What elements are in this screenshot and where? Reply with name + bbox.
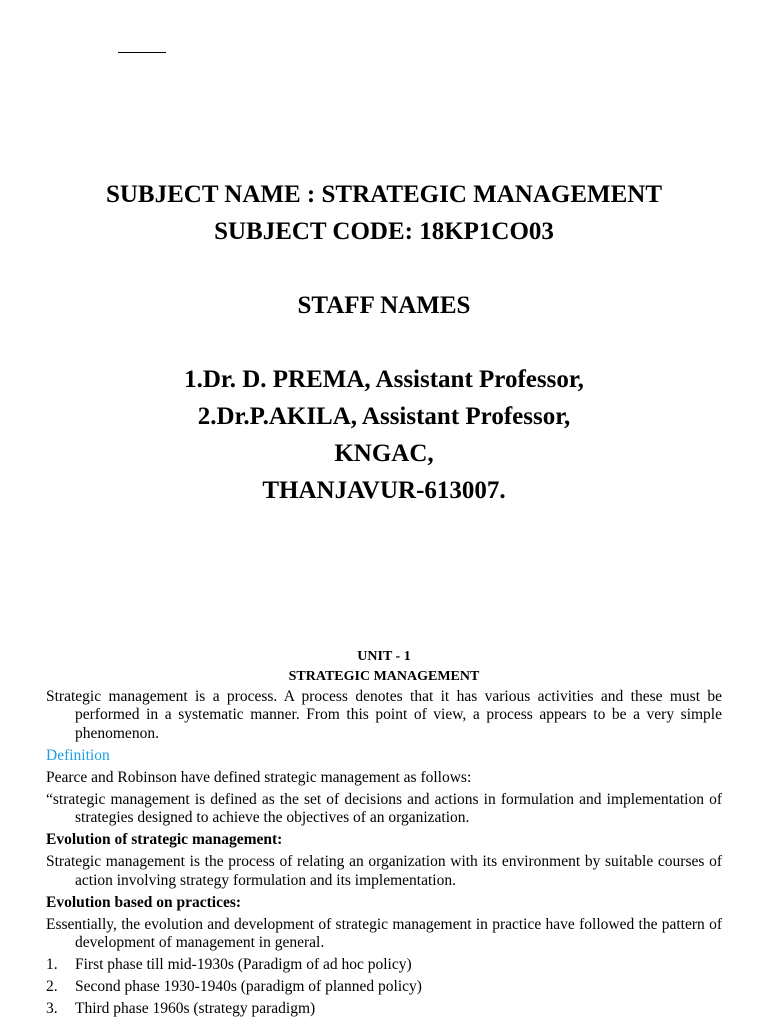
list-item [46, 956, 722, 974]
list-item-number: 3. [46, 1000, 58, 1018]
subject-name: SUBJECT NAME : STRATEGIC MANAGEMENT [105, 181, 663, 208]
staff-name-2: 2.Dr.P.AKILA, Assistant Professor, [197, 403, 571, 430]
pearce-paragraph: Pearce and Robinson have defined strategic management as follows: [46, 768, 472, 786]
evolution-heading: Evolution of strategic management: [46, 831, 283, 849]
list-item [46, 1000, 722, 1018]
college-name: KNGAC, [334, 440, 434, 467]
unit-number: UNIT - 1 [357, 649, 411, 664]
definition-quote: “strategic management is defined as the set of decisions and actions in formulation and implementation of strategies designed to achieve the objectives of an organization. [46, 790, 722, 827]
staff-name-1: 1.Dr. D. PREMA, Assistant Professor, [184, 366, 584, 393]
subject-code: SUBJECT CODE: 18KP1CO03 [214, 218, 554, 245]
list-item [46, 978, 722, 996]
phase-list [46, 956, 722, 1018]
practices-paragraph: Essentially, the evolution and development of strategic management in practice have followed the pattern of development of management in general. [46, 915, 722, 952]
unit-title: STRATEGIC MANAGEMENT [288, 669, 480, 684]
top-rule [118, 52, 166, 53]
intro-paragraph: Strategic management is a process. A process denotes that it has various activities and these must be performed in a systematic manner. From this point of view, a process appears to be a very simple phenomenon. [46, 688, 722, 742]
staff-heading: STAFF NAMES [297, 292, 471, 319]
practices-heading: Evolution based on practices: [46, 893, 242, 911]
definition-heading: Definition [46, 746, 110, 764]
document-body [46, 688, 722, 1022]
list-item-number: 2. [46, 978, 58, 996]
list-item-text: First phase till mid-1930s (Paradigm of ad hoc policy) [75, 956, 412, 974]
cover-block [0, 176, 768, 509]
list-item-text: Second phase 1930-1940s (paradigm of planned policy) [75, 978, 422, 996]
list-item-text: Third phase 1960s (strategy paradigm) [75, 1000, 316, 1018]
evolution-paragraph: Strategic management is the process of relating an organization with its environment by suitable courses of action involving strategy formulation and its implementation. [46, 853, 722, 889]
list-item-number: 1. [46, 956, 58, 974]
college-address: THANJAVUR-613007. [262, 477, 506, 504]
